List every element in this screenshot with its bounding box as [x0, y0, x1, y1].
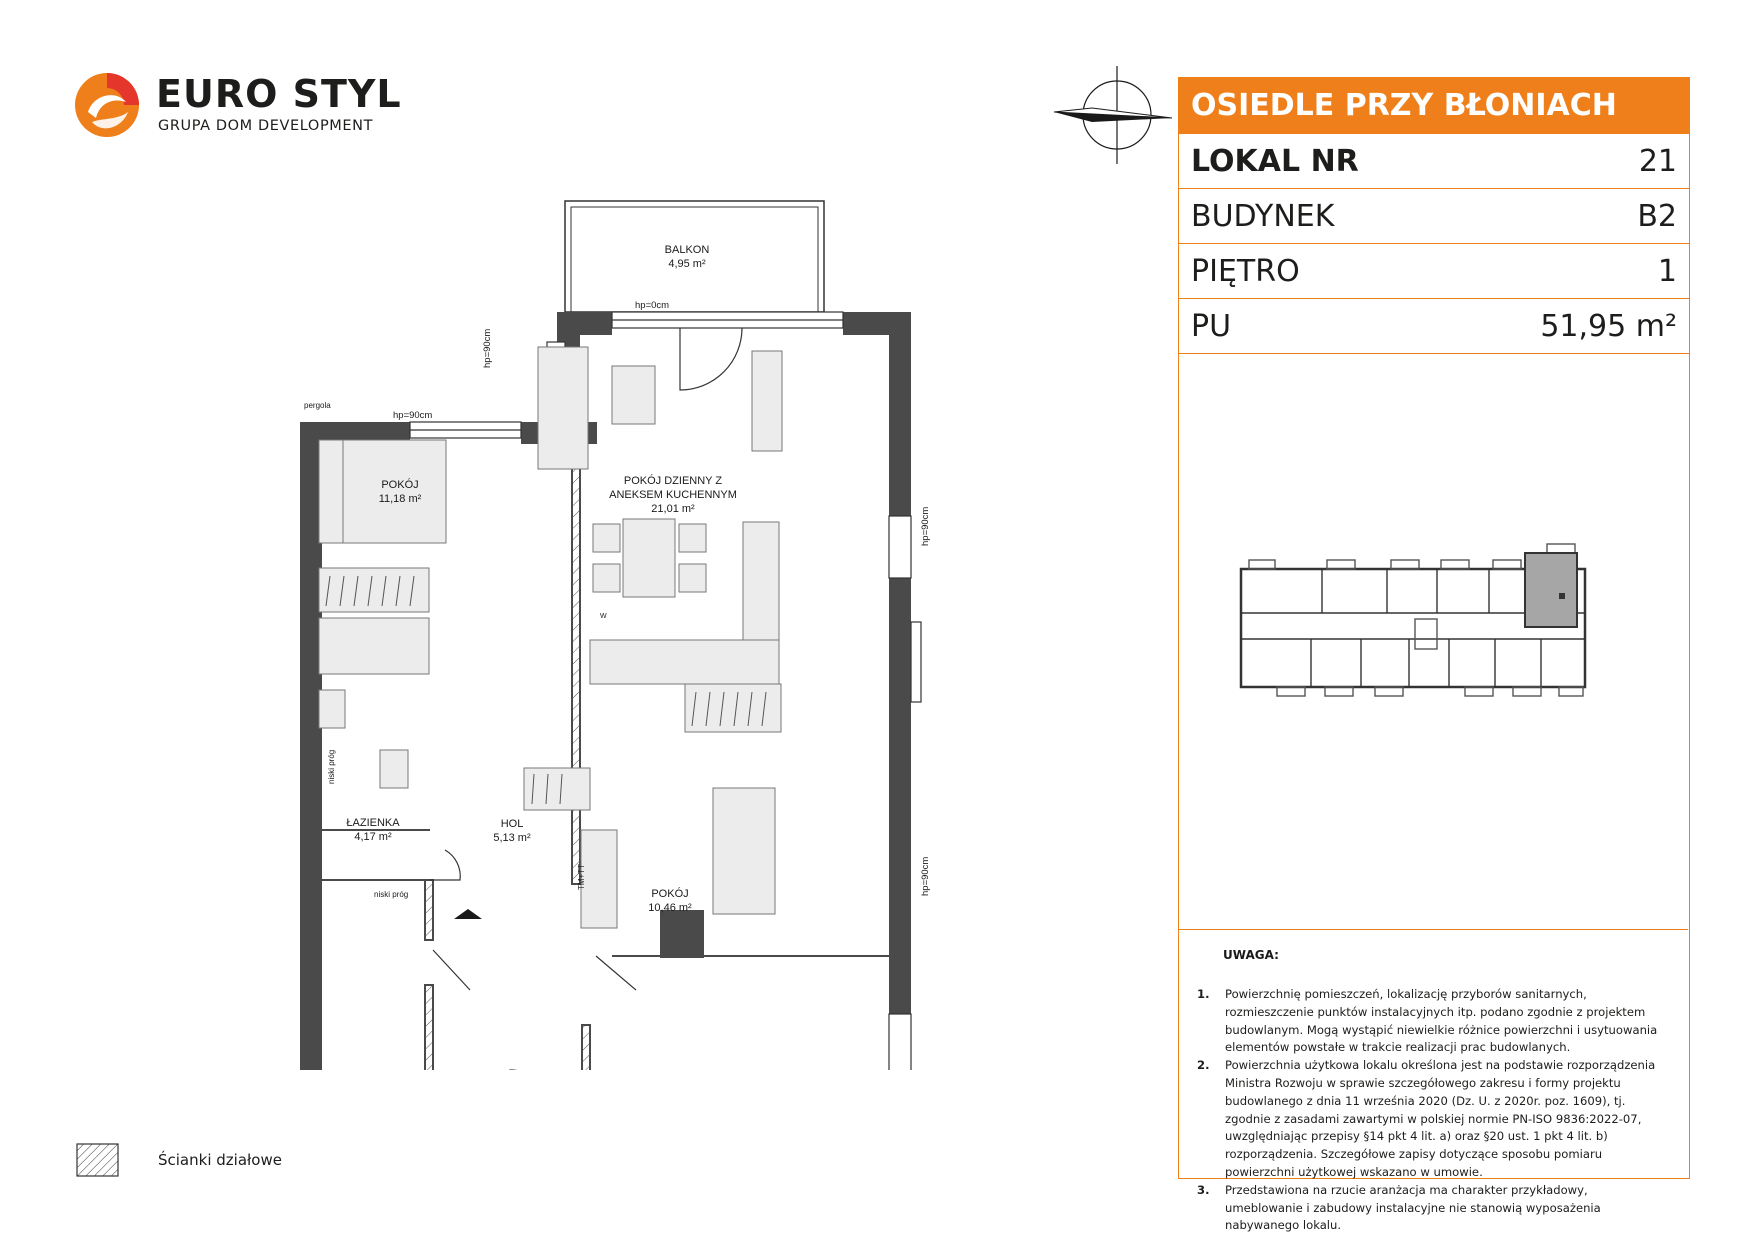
info-row-budynek: [1179, 189, 1689, 244]
pietro-value: 1: [1657, 253, 1677, 289]
north-arrow-icon: [1052, 60, 1182, 170]
pietro-label: PIĘTRO: [1191, 253, 1300, 289]
hp90-vertical-label-3: hp=90cm: [920, 856, 931, 896]
note-item: [1197, 986, 1668, 1057]
niski-prog-label-2: niski próg: [374, 890, 409, 899]
key-plan-drawing: [1179, 355, 1688, 929]
euro-styl-logo: [74, 70, 402, 150]
budynek-value: B2: [1637, 198, 1677, 234]
bathroom-area: 4,17 m²: [354, 831, 392, 843]
notes-section: [1179, 930, 1688, 1235]
brand-subtitle: GRUPA DOM DEVELOPMENT: [158, 118, 374, 134]
euro-styl-logo-icon: [74, 72, 140, 138]
legend-label: Ścianki działowe: [158, 1151, 282, 1169]
lokal-label: LOKAL NR: [1191, 143, 1359, 179]
living-room-name-line1: POKÓJ DZIENNY Z: [623, 475, 723, 487]
note-text: Przedstawiona na rzucie aranżacja ma charakter przykładowy, umeblowanie i zabudowy instalacyjne nie stanowią wyposażenia nabywanego lokalu.: [1225, 1182, 1601, 1233]
balcony-name: BALKON: [664, 244, 710, 256]
niski-prog-label-1: niski próg: [327, 749, 336, 784]
note-number: 3.: [1197, 1182, 1210, 1197]
living-room-area: 21,01 m²: [651, 503, 695, 515]
hall-name: HOL: [500, 818, 524, 830]
pu-value: 51,95 m²: [1540, 308, 1677, 344]
hp90-top-label: hp=90cm: [393, 410, 433, 421]
hall-area: 5,13 m²: [493, 832, 531, 844]
water-point-label: W: [600, 613, 607, 620]
entrance-arrow-icon: [454, 909, 482, 919]
hatch-swatch-icon: [76, 1143, 119, 1177]
room1-area: 11,18 m²: [378, 493, 422, 505]
tm-tt-label: TM+TT: [577, 864, 586, 890]
bathroom-name: ŁAZIENKA: [346, 817, 400, 829]
hp90-vertical-label-2: hp=90cm: [920, 506, 931, 546]
lokal-value: 21: [1638, 143, 1677, 179]
brand-name: EURO STYL: [156, 72, 402, 116]
hp90-vertical-label-1: hp=90cm: [482, 328, 493, 368]
note-item: [1197, 1057, 1668, 1182]
development-title: OSIEDLE PRZY BŁONIACH: [1179, 78, 1689, 134]
pu-label: PU: [1191, 308, 1232, 344]
legend: [76, 1143, 376, 1183]
note-number: 2.: [1197, 1058, 1210, 1073]
floor-plan: [300, 190, 960, 1070]
note-text: Powierzchnia użytkowa lokalu określona jest na podstawie rozporządzenia Ministra Rozwoju w sprawie szczegółowego zakresu i formy projektu budowlanego z dnia 11 września 2020 (Dz. U. z 2020r. poz. 1609), tj. zgodnie z zasadami zawartymi w polskiej normie PN-ISO 9836:2022-07, uwzględniając przepisy §14 pkt 4 lit. a) oraz §20 ust. 1 pkt 4 lit. b) rozporządzenia. Szczegółowe zapisy dotyczące sposobu pomiaru powierzchni użytkowej wskazano w umowie.: [1225, 1058, 1656, 1179]
room2-name: POKÓJ: [651, 888, 689, 900]
living-room-name-line2: ANEKSEM KUCHENNYM: [609, 489, 737, 501]
budynek-label: BUDYNEK: [1191, 198, 1335, 234]
info-row-pu: [1179, 299, 1689, 354]
info-row-pietro: [1179, 244, 1689, 299]
info-panel: [1178, 77, 1690, 1233]
hp0-label: hp=0cm: [635, 300, 670, 311]
building-key-plan: [1179, 355, 1688, 930]
room1-name: POKÓJ: [381, 479, 419, 491]
info-row-lokal: [1179, 134, 1689, 189]
balcony-area: 4,95 m²: [668, 258, 706, 270]
room2-area: 10,46 m²: [648, 902, 692, 914]
note-number: 1.: [1197, 987, 1210, 1001]
note-item: [1197, 1182, 1668, 1235]
pergola-label: pergola: [304, 401, 331, 410]
note-text: Powierzchnię pomieszczeń, lokalizację przyborów sanitarnych, rozmieszczenie punktów instalacyjnych itp. podano zgodnie z projektem budowlanym. Mogą wystąpić niewielkie różnice powierzchni i usytuowania elementów powstałe w trakcie realizacji prac budowlanych.: [1225, 987, 1658, 1055]
balcony: [565, 201, 824, 312]
notes-title: UWAGA:: [1223, 948, 1279, 962]
